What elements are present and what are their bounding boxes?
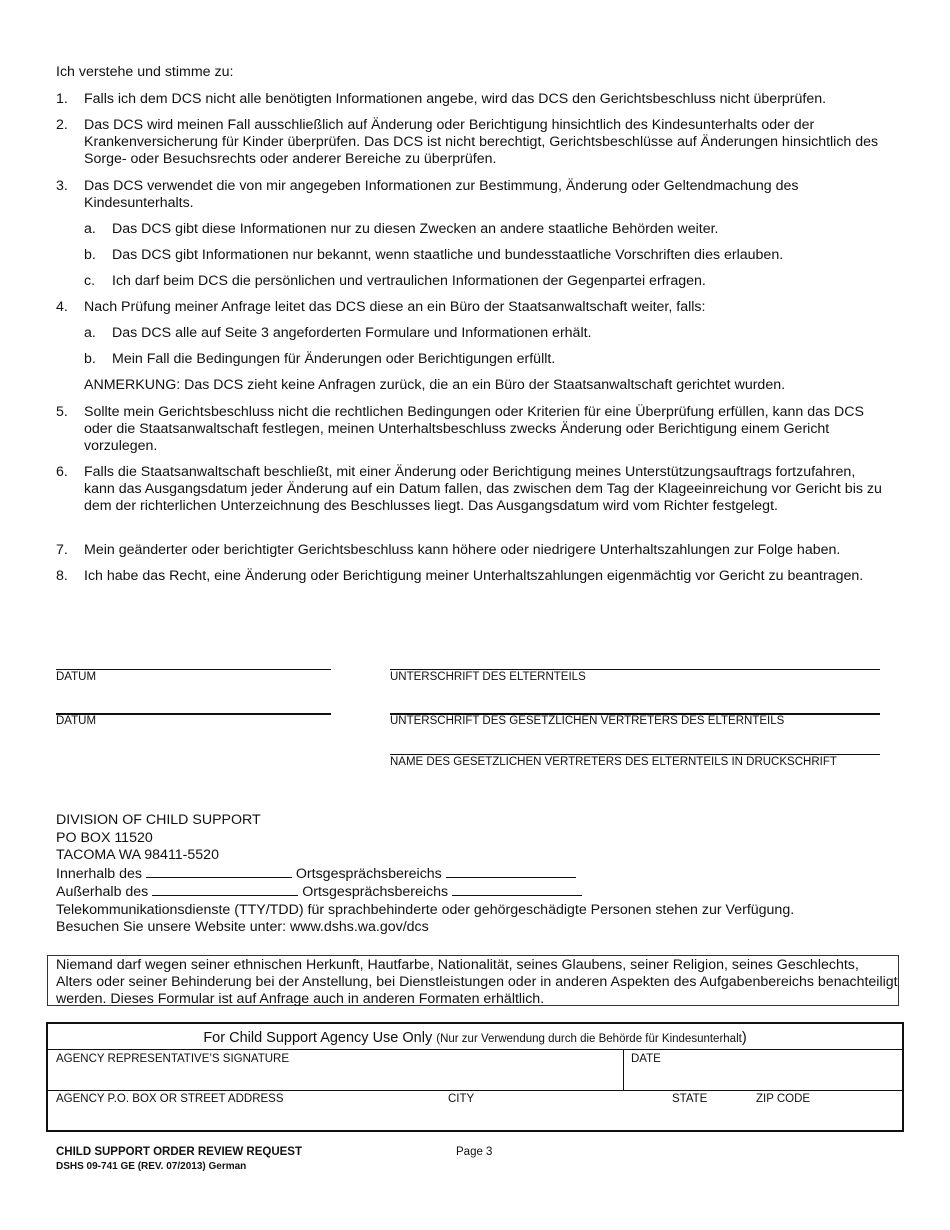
date-label-1: DATUM: [56, 671, 97, 683]
long-distance-row: [56, 883, 794, 902]
item-number: 2.: [56, 117, 68, 133]
date-line-2[interactable]: [56, 713, 331, 715]
address-line-3: TACOMA WA 98411-5520: [56, 847, 219, 863]
item-number: 6.: [56, 464, 68, 480]
agency-date-field[interactable]: DATE: [631, 1053, 661, 1065]
item-number: 3.: [56, 178, 68, 194]
item-text: Ich darf beim DCS die persönlichen und vertraulichen Informationen der Gegenpartei erfragen.: [112, 273, 706, 289]
item-number: 4.: [56, 299, 68, 315]
website-text: Besuchen Sie unsere Website unter: www.dshs.wa.gov/dcs: [56, 919, 429, 935]
item-text: Ich habe das Recht, eine Änderung oder Berichtigung meiner Unterhaltszahlungen eigenmächtig vor Gericht zu beantragen.: [84, 568, 864, 584]
item-text: Das DCS verwendet die von mir angegeben Informationen zur Bestimmung, Änderung oder Geltendmachung des Kindesunterhalts.: [84, 178, 799, 211]
local-suffix: Ortsgesprächsbereichs: [295, 865, 442, 882]
outside-phone-blank-2: [452, 883, 582, 896]
item-text: Falls ich dem DCS nicht alle benötigten Informationen angebe, wird das DCS den Gerichtsbeschluss nicht überprüfen.: [84, 91, 827, 107]
form-title: CHILD SUPPORT ORDER REVIEW REQUEST: [56, 1146, 302, 1158]
list-item-1: [56, 91, 888, 108]
form-number: DSHS 09-741 GE (REV. 07/2013) German: [56, 1161, 247, 1172]
item-text: Sollte mein Gerichtsbeschluss nicht die rechtlichen Bedingungen oder Kriterien für eine Überprüfung erfüllen, kann das DCS oder die Staatsanwaltschaft festlegen, meinen Unterhaltsbeschluss zwecks Änderung oder Berichtigung einem Gericht vorzulegen.: [84, 404, 864, 454]
item-number: 8.: [56, 568, 68, 584]
intro-text: Ich verstehe und stimme zu:: [56, 64, 234, 80]
list-item-4a: [84, 325, 888, 342]
agency-box-title: [48, 1030, 902, 1046]
agency-use-box: [46, 1022, 904, 1132]
list-item-4: [56, 299, 888, 316]
item-text: Falls die Staatsanwaltschaft beschließt, mit einer Änderung oder Berichtigung meines Unterstützungsauftrags fortzufahren, kann das Ausgangsdatum jeder Änderung auf ein Datum fallen, das zwischen dem Tag der Klageeinreichung vor Gericht bis zu dem der richterlichen Unterzeichnung des Beschlusses liegt. Das Ausgangsdatum wird vom Richter festgelegt.: [84, 464, 882, 514]
page-number: Page 3: [456, 1146, 493, 1158]
list-item-5: [56, 404, 888, 455]
item-number: 1.: [56, 91, 68, 107]
agency-address-field[interactable]: AGENCY P.O. BOX OR STREET ADDRESS: [56, 1093, 284, 1105]
representative-name-label: NAME DES GESETZLICHEN VERTRETERS DES ELTERNTEILS IN DRUCKSCHRIFT: [390, 756, 837, 768]
local-phone-blank-2: [446, 865, 576, 878]
local-call-row: [56, 865, 794, 884]
outside-prefix: Außerhalb des: [56, 884, 149, 900]
item-text: Das DCS alle auf Seite 3 angeforderten Formulare und Informationen erhält.: [112, 325, 592, 341]
agency-state-field[interactable]: STATE: [672, 1093, 708, 1105]
item-letter: a.: [84, 221, 96, 237]
note-text: ANMERKUNG: Das DCS zieht keine Anfragen zurück, die an ein Büro der Staatsanwaltschaft gerichtet wurden.: [84, 377, 786, 393]
list-item-3a: [84, 221, 888, 238]
outside-phone-blank: [152, 883, 298, 896]
divider: [623, 1049, 624, 1090]
divider: [48, 1049, 902, 1050]
outside-suffix: Ortsgesprächsbereichs: [302, 884, 449, 900]
address-block: [56, 812, 794, 937]
date-label-2: DATUM: [56, 715, 97, 727]
agency-title-close: ): [741, 1030, 747, 1046]
item-number: 7.: [56, 542, 68, 558]
nondiscrimination-box: Niemand darf wegen seiner ethnischen Herkunft, Hautfarbe, Nationalität, seines Glaubens, seiner Religion, seines Geschlechts, Alters oder seiner Behinderung bei der Anstellung, bei Dienstleistungen oder in anderen Aspekten des Aufgabenbereichs benachteiligt werden. Dieses Formular ist auf Anfrage auch in anderen Formaten erhältlich.: [47, 955, 899, 1006]
item-text: Mein geänderter oder berichtigter Gerichtsbeschluss kann höhere oder niedrigere Unterhaltszahlungen zur Folge haben.: [84, 542, 841, 558]
list-item-2: [56, 117, 888, 168]
agency-city-field[interactable]: CITY: [448, 1093, 475, 1105]
agency-title-de: (Nur zur Verwendung durch die Behörde für Kindesunterhalt: [436, 1033, 742, 1045]
list-item-3b: [84, 247, 888, 264]
representative-name-line[interactable]: [390, 754, 880, 755]
list-item-4b: [84, 351, 888, 368]
local-phone-blank: [146, 865, 292, 878]
list-item-6: [56, 464, 888, 515]
item-letter: b.: [84, 351, 96, 367]
list-item-8: [56, 568, 888, 585]
list-item-7: [56, 542, 888, 559]
address-line-2: PO BOX 11520: [56, 829, 153, 846]
item-number: 5.: [56, 404, 68, 420]
item-text: Das DCS gibt diese Informationen nur zu diesen Zwecken an andere staatliche Behörden weiter.: [112, 221, 719, 237]
item-text: Mein Fall die Bedingungen für Änderungen oder Berichtigungen erfüllt.: [112, 351, 556, 367]
date-line-1[interactable]: [56, 669, 331, 670]
agency-signature-field[interactable]: AGENCY REPRESENTATIVE’S SIGNATURE: [56, 1053, 290, 1065]
item-text: Das DCS wird meinen Fall ausschließlich auf Änderung oder Berichtigung hinsichtlich des Kindesunterhalts oder der Krankenversicherung für Kinder überprüfen. Das DCS ist nicht berechtigt, Gerichtsbeschlüsse auf Änderungen hinsichtlich des Sorge- oder Besuchsrechts oder anderer Bereiche zu überprüfen.: [84, 117, 879, 167]
item-text: Nach Prüfung meiner Anfrage leitet das DCS diese an ein Büro der Staatsanwaltschaft weiter, falls:: [84, 299, 706, 315]
agency-title-en: For Child Support Agency Use Only: [203, 1030, 433, 1046]
item-text: Das DCS gibt Informationen nur bekannt, wenn staatliche und bundesstaatliche Vorschriften dies erlauben.: [112, 247, 784, 263]
representative-signature-label: UNTERSCHRIFT DES GESETZLICHEN VERTRETERS DES ELTERNTEILS: [390, 715, 785, 727]
local-prefix: Innerhalb des: [56, 865, 142, 882]
item-letter: a.: [84, 325, 96, 341]
divider: [48, 1090, 902, 1091]
parent-signature-line[interactable]: [390, 669, 880, 670]
item-letter: c.: [84, 273, 96, 289]
agency-zip-field[interactable]: ZIP CODE: [756, 1093, 811, 1105]
item-letter: b.: [84, 247, 96, 263]
address-line-1: DIVISION OF CHILD SUPPORT: [56, 812, 261, 828]
parent-signature-label: UNTERSCHRIFT DES ELTERNTEILS: [390, 671, 586, 683]
list-item-3: [56, 178, 888, 212]
list-item-3c: [84, 273, 888, 290]
tty-text: Telekommunikationsdienste (TTY/TDD) für sprachbehinderte oder gehörgeschädigte Personen stehen zur Verfügung.: [56, 901, 795, 918]
